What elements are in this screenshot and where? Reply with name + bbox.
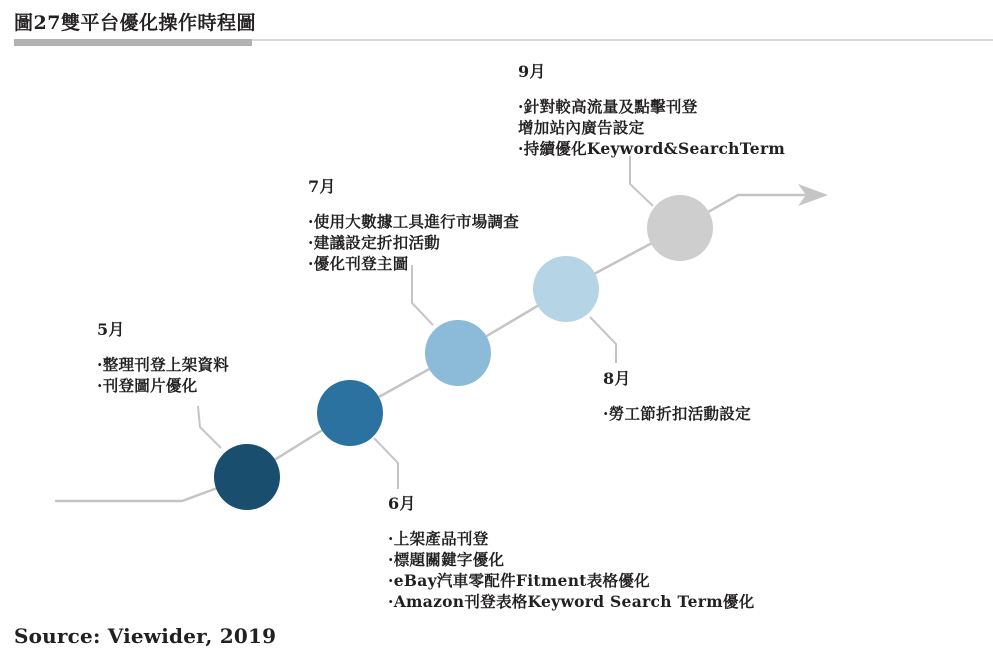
milestone-august (603, 369, 751, 424)
milestone-item: ·Amazon刊登表格Keyword Search Term優化 (388, 592, 755, 611)
month-items (518, 96, 785, 159)
milestone-item: ·優化刊登主圖 (308, 254, 409, 273)
milestone-circle-june (317, 380, 383, 446)
figure-title: 圖27雙平台優化操作時程圖 (14, 12, 256, 34)
milestone-september (518, 62, 785, 159)
source-label: Source: Viewider, 2019 (14, 624, 277, 648)
milestone-june (388, 494, 755, 612)
callout-july (412, 265, 433, 325)
milestone-item: ·整理刊登上架資料 (97, 355, 230, 374)
month-items (97, 354, 229, 396)
milestone-circle-september (647, 195, 713, 261)
milestone-item: ·標題關鍵字優化 (388, 550, 505, 569)
milestone-item: ·上架產品刊登 (388, 529, 489, 548)
month-label: 9月 (518, 62, 546, 81)
milestone-item: ·刊登圖片優化 (97, 376, 198, 395)
month-label: 5月 (97, 320, 125, 339)
milestone-item: 增加站內廣告設定 (518, 118, 645, 137)
milestone-item: ·持續優化Keyword&SearchTerm (518, 139, 786, 158)
month-label: 7月 (308, 177, 336, 196)
month-items (388, 528, 755, 612)
milestone-item: ·eBay汽車零配件Fitment表格優化 (388, 571, 650, 590)
milestone-item: ·使用大數據工具進行市場調查 (308, 212, 520, 231)
milestone-circle-may (214, 444, 280, 510)
callout-june (374, 438, 398, 489)
month-items (308, 211, 519, 274)
milestone-item: ·針對較高流量及點擊刊登 (518, 97, 698, 116)
month-label: 6月 (388, 494, 416, 513)
milestone-circle-august (533, 256, 599, 322)
callout-september (630, 156, 653, 206)
callout-may (198, 406, 221, 448)
milestone-item: ·建議設定折扣活動 (308, 233, 441, 252)
milestone-circle-july (425, 320, 491, 386)
milestone-may (97, 320, 229, 396)
month-label: 8月 (603, 369, 631, 388)
callout-august (590, 317, 616, 363)
milestone-item: ·勞工節折扣活動設定 (603, 404, 751, 423)
milestone-july (308, 177, 519, 274)
month-items (603, 403, 751, 424)
